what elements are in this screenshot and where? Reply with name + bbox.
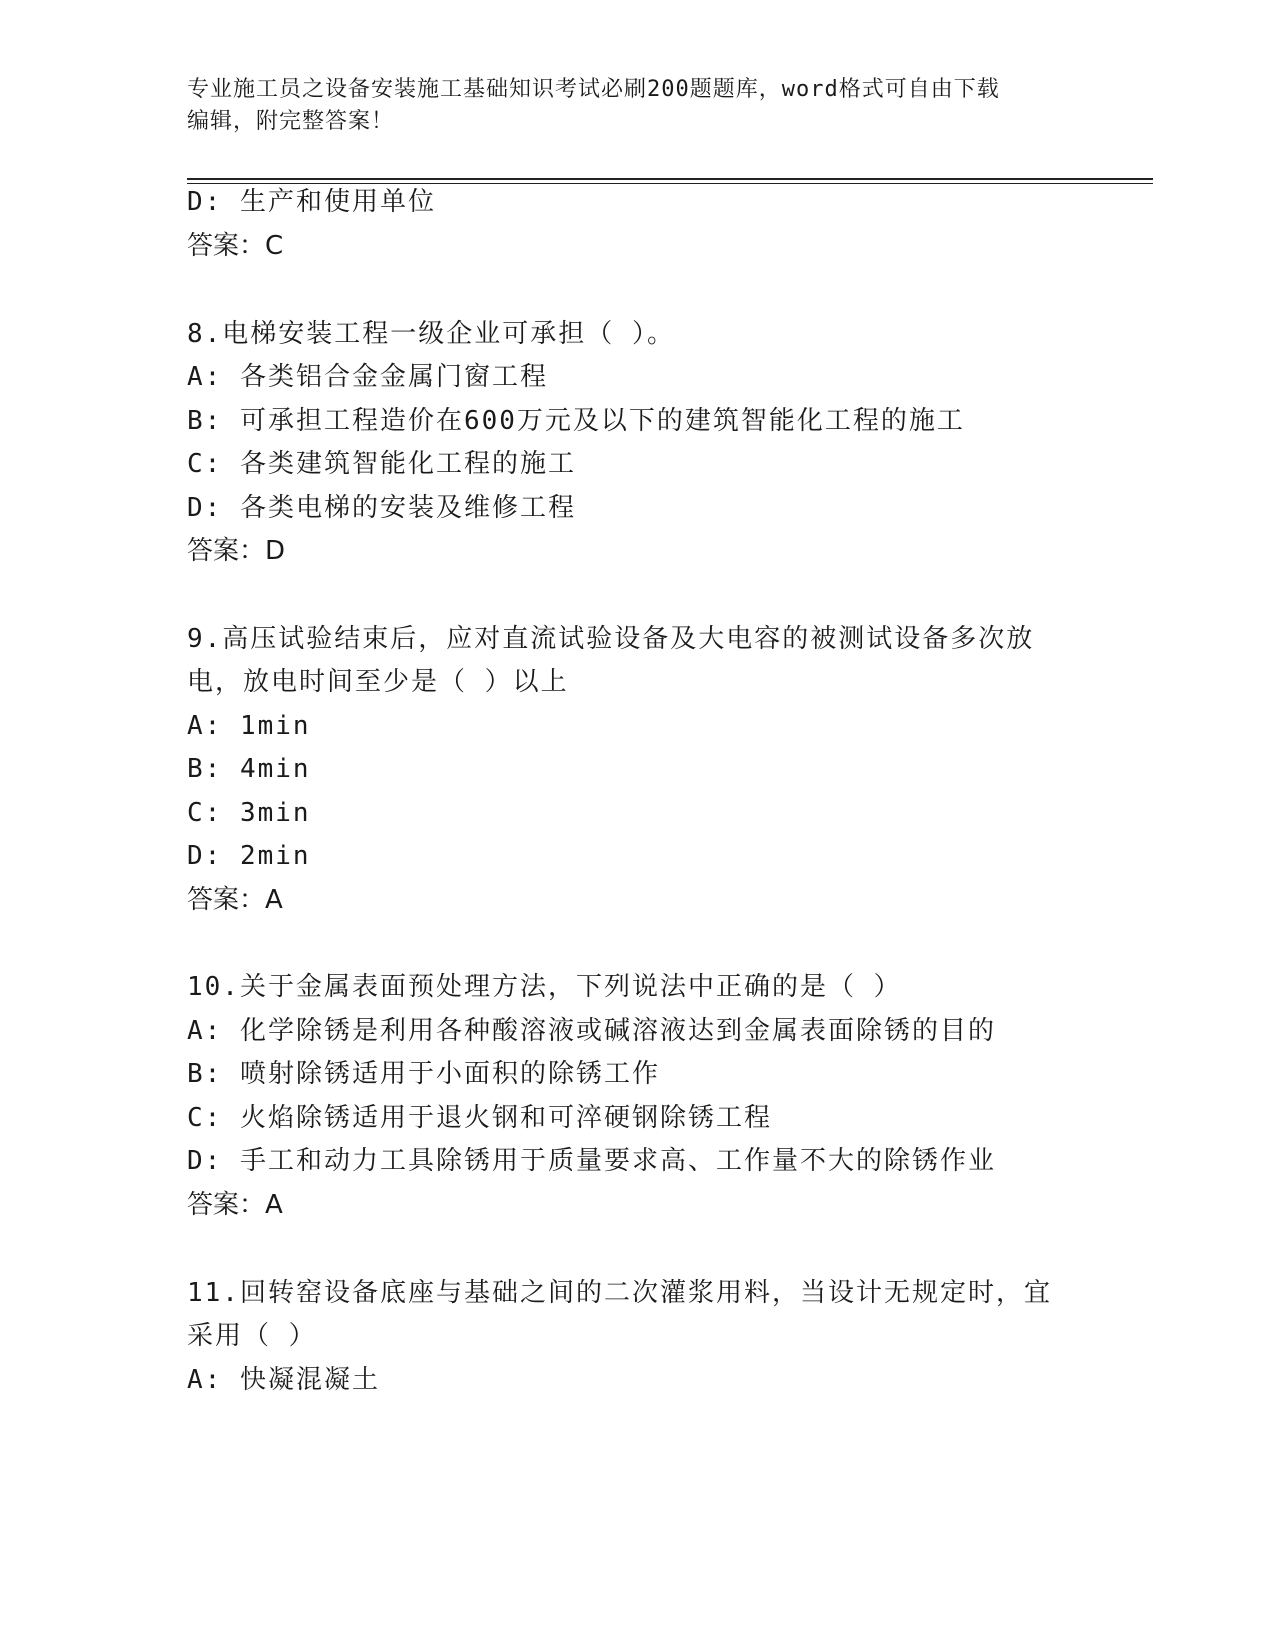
q9-answer: 答案：A xyxy=(187,885,283,915)
q8-option-d: D: 各类电梯的安装及维修工程 xyxy=(187,493,576,523)
header-title-line-1: 专业施工员之设备安装施工基础知识考试必刷200题题库，word格式可自由下载 xyxy=(187,77,1000,102)
document-header xyxy=(187,74,1087,138)
q10-option-c: C: 火焰除锈适用于退火钢和可淬硬钢除锈工程 xyxy=(187,1103,772,1133)
q11-option-a: A: 快凝混凝土 xyxy=(187,1365,380,1395)
header-divider-thin xyxy=(187,183,1153,184)
q10-option-a: A: 化学除锈是利用各种酸溶液或碱溶液达到金属表面除锈的目的 xyxy=(187,1016,996,1046)
q10-option-d: D: 手工和动力工具除锈用于质量要求高、工作量不大的除锈作业 xyxy=(187,1146,996,1176)
q8-question: 8.电梯安装工程一级企业可承担（ ）。 xyxy=(187,319,675,349)
q9-option-a: A: 1min xyxy=(187,711,311,741)
q10-question: 10.关于金属表面预处理方法，下列说法中正确的是（ ） xyxy=(187,972,902,1002)
q8-option-a: A: 各类铝合金金属门窗工程 xyxy=(187,362,548,392)
q10-option-b: B: 喷射除锈适用于小面积的除锈工作 xyxy=(187,1059,660,1089)
header-title-line-2: 编辑，附完整答案！ xyxy=(187,109,395,134)
q8-answer: 答案：D xyxy=(187,536,286,566)
q7-answer: 答案：C xyxy=(187,231,284,261)
q10-answer: 答案：A xyxy=(187,1190,283,1220)
q9-option-b: B: 4min xyxy=(187,754,311,784)
q8-option-b: B: 可承担工程造价在600万元及以下的建筑智能化工程的施工 xyxy=(187,406,965,436)
q11-question-line-1: 11.回转窑设备底座与基础之间的二次灌浆用料，当设计无规定时，宜 xyxy=(187,1278,1052,1308)
q7-option-d: D: 生产和使用单位 xyxy=(187,187,436,217)
q8-option-c: C: 各类建筑智能化工程的施工 xyxy=(187,449,576,479)
q9-question-line-1: 9.高压试验结束后，应对直流试验设备及大电容的被测试设备多次放 xyxy=(187,624,1035,654)
q9-option-d: D: 2min xyxy=(187,841,311,871)
q9-option-c: C: 3min xyxy=(187,798,311,828)
q11-question-line-2: 采用（ ） xyxy=(187,1321,317,1351)
header-divider-thick xyxy=(187,178,1153,180)
q9-question-line-2: 电，放电时间至少是（ ）以上 xyxy=(187,667,569,697)
